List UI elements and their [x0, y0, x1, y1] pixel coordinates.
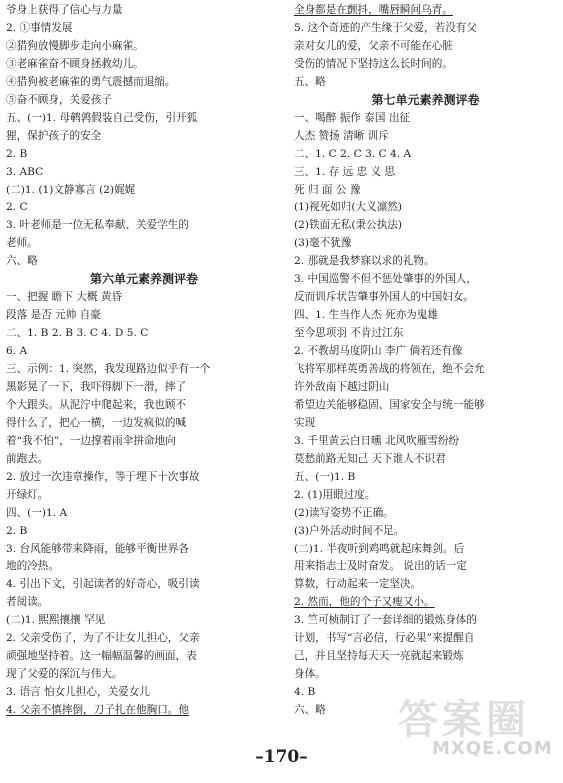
answer-line: 许外敌南下越过阴山	[294, 380, 390, 393]
answer-line: 反而训斥状告肇事外国人的中国妇女。	[294, 291, 475, 304]
answer-line: 2. 不教胡马度阴山 李广 倘若还有像	[294, 345, 463, 358]
answer-line: 2. 放过一次违章操作，等于埋下十次事故	[6, 470, 200, 483]
answer-line: (3)毫不犹豫	[294, 237, 352, 250]
answer-line: 三、1. 存 远 忠 义 思	[294, 165, 396, 178]
answer-line: 个大跟头。从泥泞中爬起来，我也顾不	[6, 398, 187, 411]
answer-line: 全身都是在颤抖，嘴唇瞬间乌青。	[294, 4, 453, 16]
answer-line: 老师。	[6, 237, 38, 250]
answer-line: ②猎狗放慢脚步走向小麻雀。	[6, 39, 144, 52]
watermark-url: MXQE.COM	[432, 738, 553, 759]
answer-line: 3. 语言 怕女儿担心，关爱女儿	[6, 686, 150, 699]
answer-line: 2. 父亲受伤了，为了不让女儿担心，父亲	[6, 632, 200, 645]
answer-line: 五、(一)1. B	[294, 470, 356, 483]
answer-line: 段落 是否 元帅 自豪	[6, 309, 101, 322]
answer-line: 3. 台风能够带来降雨，能够平衡世界各	[6, 542, 189, 555]
answer-line: 死 归 面 公 豫	[294, 183, 361, 196]
answer-line: 飞将军那样英勇善战的将领在，绝不会允	[294, 363, 485, 375]
answer-line: 希望边关能够稳固、国家安全与统一能够	[294, 398, 485, 411]
answer-line: (1)视死如归(大义凛然)	[294, 201, 403, 214]
answer-line: ⑤奋不顾身，关爱孩子	[6, 93, 112, 106]
answer-line: 2. B	[6, 147, 28, 160]
answer-line: 狸，保护孩子的安全	[6, 129, 102, 142]
answer-line: 3. 中国巡警不但不惩处肇事的外国人，	[294, 273, 477, 286]
answer-line: 一、把握 瞻下 大概 黄昏	[6, 291, 123, 304]
answer-line: 顽强地坚持着。这一幅幅温馨的画面，表	[6, 650, 197, 663]
answer-line: 2. 那就是我梦寐以求的礼物。	[294, 255, 435, 268]
answer-line: 一、喝醉 振作 泰国 出征	[294, 111, 411, 124]
answer-line: 2. (1)用眼过度。	[294, 488, 376, 501]
answer-line: 着“我不怕”，一边撑着雨伞拼命地向	[6, 434, 176, 447]
answer-line: 前跑去。	[6, 452, 49, 465]
answer-line: 身体。	[294, 668, 326, 681]
answer-line: 3. ABC	[6, 165, 44, 178]
section-title: 第六单元素养测评卷	[89, 272, 198, 287]
answer-line: 六、略	[6, 255, 38, 268]
section-title: 第七单元素养测评卷	[371, 92, 480, 107]
watermark-logo-text: 答案圈	[398, 697, 530, 743]
answer-line: 4. 父亲不慎摔倒，刀子扎在他胸口。他	[6, 704, 189, 717]
answer-line: 二、1. C 2. C 3. C 4. A	[294, 147, 412, 160]
answer-line: 2. B	[6, 524, 28, 537]
answer-line: 得什么了，把心一横，一边发疯似的喊	[6, 416, 187, 429]
answer-line: (二)1. 半夜听到鸡鸣就起床舞剑。后	[294, 542, 465, 555]
answer-line: 爷身上获得了信心与力量	[6, 4, 123, 16]
answer-line: 亲对女儿的爱，父亲不可能在心脏	[294, 39, 453, 52]
answer-line: 莫愁前路无知己 天下谁人不识君	[294, 452, 446, 465]
answer-line: 黑影晃了一下，我吓得脚下一滑，摔了	[6, 380, 187, 393]
answer-line: 五、略	[294, 75, 326, 88]
page-number: –170–	[255, 747, 308, 767]
answer-line: 4. B	[294, 686, 316, 699]
answer-line: 六、略	[294, 704, 326, 717]
answer-line: 5. 这个奇迹的产生缘于父爱，若没有父	[294, 21, 477, 34]
answer-line: 者阅读。	[6, 596, 49, 609]
answer-line: (二)1. (1)文静寡言 (2)娓娓	[6, 183, 136, 196]
answer-line: 三、示例：1. 突然，我发现路边似乎有一个	[6, 363, 211, 375]
answer-line: 3. 叶老师是一位无私奉献、关爱学生的	[6, 219, 189, 232]
answer-line: 2. ①事情发展	[6, 21, 73, 34]
answer-line: 用来指志士及时奋发。 说出的话一定	[294, 560, 467, 573]
answer-line: 四、(一)1. A	[6, 506, 68, 519]
answer-line: 计划，书写“言必信，行必果”来提醒自	[294, 632, 475, 645]
answer-line: (2)读写姿势不正确。	[294, 506, 394, 519]
answer-line: 开绿灯。	[6, 488, 49, 501]
answer-line: 现了父爱的深沉与伟大。	[6, 668, 123, 681]
answer-line: 2. C	[6, 201, 28, 214]
answer-line: 至今思项羽 不肯过江东	[294, 327, 404, 340]
answer-line: 己，并且坚持每天天一亮就起来锻炼	[294, 650, 464, 663]
answer-line: ④猎狗被老麻雀的勇气震撼而退缩。	[6, 75, 176, 88]
watermark	[398, 688, 553, 759]
answer-line: 实现	[294, 416, 316, 429]
answer-line: (3)户外活动时间不足。	[294, 524, 405, 537]
answer-line: 4. 引出下文，引起读者的好奇心，吸引读	[6, 578, 200, 591]
answer-line: 四、1. 生当作人杰 死亦为鬼雄	[294, 309, 438, 322]
answer-line: 地的冷热。	[6, 560, 59, 573]
answer-line: (2)铁面无私(秉公执法)	[294, 219, 403, 232]
answer-line: 2. 然而，他的个子又瘦又小。	[294, 596, 435, 609]
answer-line: 6. A	[6, 345, 28, 358]
answer-line: 二、1. B 2. B 3. C 4. D 5. C	[6, 327, 149, 340]
answer-line: 算数，行动起来一定坚决。	[294, 578, 422, 591]
answer-line: 3. 千里黄云白日曛 北风吹雁雪纷纷	[294, 434, 460, 447]
answer-line: 人杰 赞扬 清晰 训斥	[294, 129, 389, 142]
answer-line: 3. 竺可桢制订了一套详细的锻炼身体的	[294, 614, 477, 627]
answer-line: 五、(一)1. 母鹌鹑假装自己受伤，引开狐	[6, 111, 198, 124]
answer-line: 受伤的情况下坚持这么长时间的。	[294, 57, 453, 70]
answer-line: (二)1. 熙熙攘攘 罕见	[6, 614, 106, 627]
answer-line: ③老麻雀奋不顾身拯救幼儿。	[6, 57, 144, 70]
